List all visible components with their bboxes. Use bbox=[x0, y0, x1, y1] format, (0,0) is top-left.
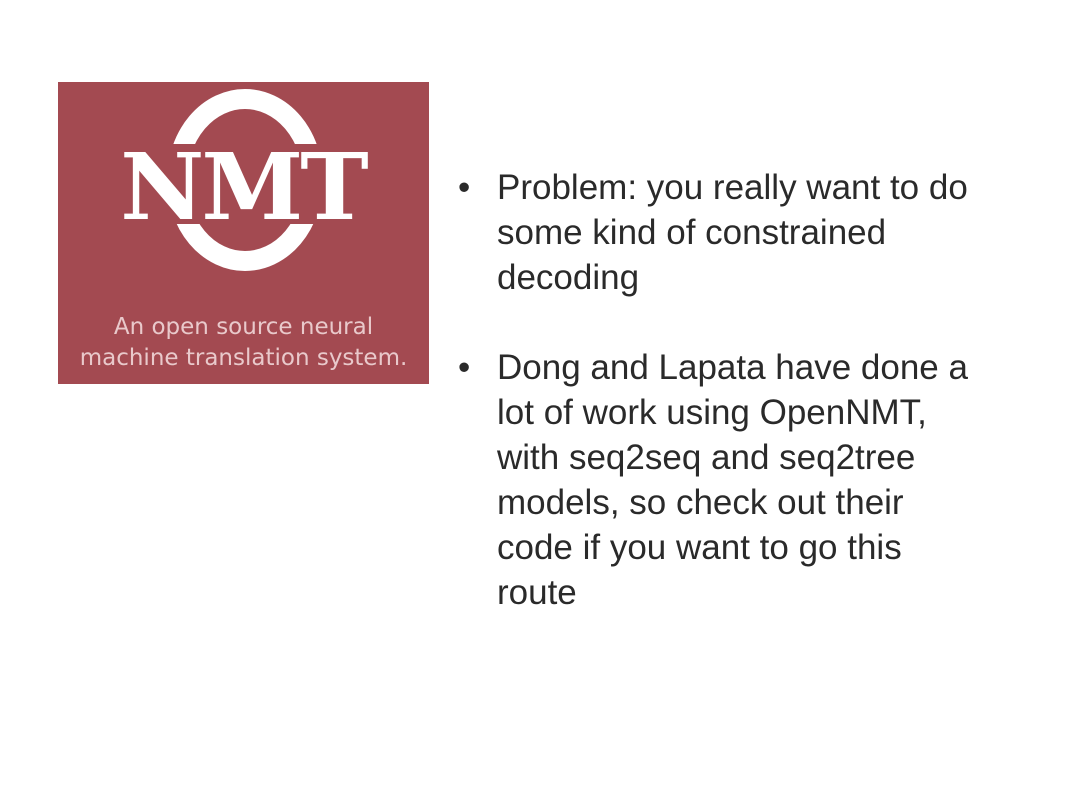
nmt-logo-mark bbox=[58, 82, 429, 312]
bullet-text: Dong and Lapata have done a lot of work using OpenNMT, with seq2seq and seq2tree models, so check out their code if you want to go this route bbox=[497, 348, 968, 612]
logo-tagline-line2: machine translation system. bbox=[79, 345, 408, 371]
bullet-list bbox=[458, 165, 1038, 660]
logo-tagline-line1: An open source neural bbox=[113, 314, 374, 340]
bullet-text: Problem: you really want to do some kind of constrained decoding bbox=[497, 168, 968, 297]
opennmt-logo bbox=[58, 82, 429, 384]
bullet-dot-icon: • bbox=[458, 168, 471, 207]
logo-tagline bbox=[58, 312, 429, 374]
bullet-item bbox=[458, 345, 1038, 615]
bullet-dot-icon: • bbox=[458, 348, 471, 387]
bullet-item bbox=[458, 165, 1038, 300]
logo-wordmark: NMT bbox=[120, 133, 366, 241]
